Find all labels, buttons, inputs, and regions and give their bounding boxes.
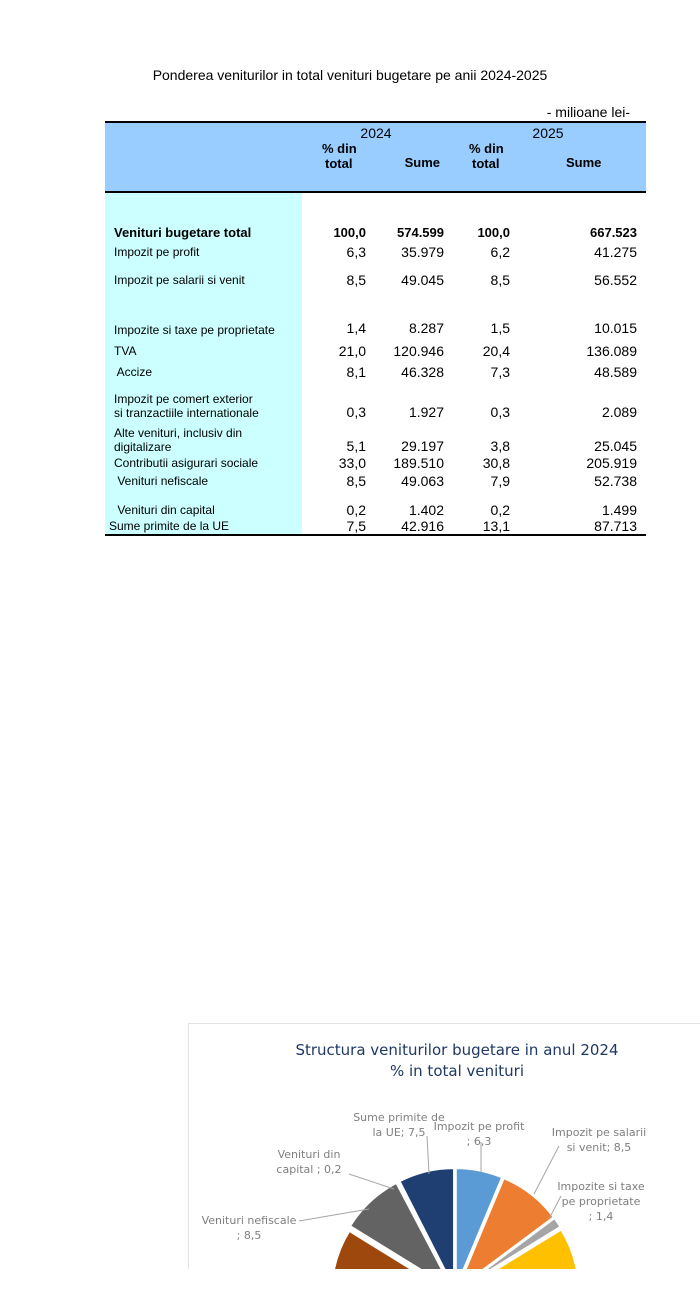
table-row: Venituri bugetare total 100,0 574.599 100,0 667.523 <box>105 222 646 242</box>
slice-label: Impozite si taxe pe proprietate ; 1,4 <box>557 1180 645 1223</box>
revenue-table <box>105 121 646 536</box>
chart-subtitle: % in total venituri <box>389 1062 525 1080</box>
header-corner <box>105 122 302 141</box>
slice-label: Venituri din capital ; 0,2 <box>276 1148 342 1176</box>
pct-header-2024: % din total <box>302 141 376 192</box>
sum-header-2024: Sume <box>376 141 450 192</box>
document-title: Ponderea veniturilor in total venituri bugetare pe anii 2024-2025 <box>152 67 548 83</box>
slice-label: Venituri nefiscale ; 8,5 <box>201 1214 297 1242</box>
table-row: Sume primite de la UE 7,5 42.916 13,1 87.713 <box>105 518 646 535</box>
pie-slices <box>331 1168 579 1269</box>
table-row: Venituri din capital 0,2 1.402 0,2 1.499 <box>105 491 646 518</box>
slice-label: Sume primite de la UE; 7,5 <box>353 1111 445 1139</box>
leader-line <box>349 1174 394 1189</box>
table-row: Impozite si taxe pe proprietate 1,4 8.287 1,5 10.015 <box>105 298 646 341</box>
units-note: - milioane lei- <box>546 104 630 120</box>
chart-title: Structura veniturilor bugetare in anul 2024 <box>295 1041 619 1059</box>
sum-header-2025: Sume <box>524 141 646 192</box>
table-row: Impozit pe comert exterior si tranzactiile internationale 0,3 1.927 0,3 2.089 <box>105 382 646 420</box>
slice-label: Impozit pe salarii si venit; 8,5 <box>551 1126 647 1154</box>
pie-chart-frame <box>188 1023 700 1269</box>
table-row: Accize 8,1 46.328 7,3 48.589 <box>105 362 646 382</box>
slice-label: Impozit pe profit ; 6,3 <box>433 1120 525 1148</box>
leader-line <box>534 1146 559 1194</box>
pie-chart <box>189 1024 700 1269</box>
table-row: Impozit pe profit 6,3 35.979 6,2 41.275 <box>105 242 646 262</box>
table-row: TVA 21,0 120.946 20,4 136.089 <box>105 341 646 362</box>
table-row: Contributii asigurari sociale 33,0 189.510 30,8 205.919 <box>105 454 646 472</box>
year-2025-header: 2025 <box>450 122 646 141</box>
table-row: Venituri nefiscale 8,5 49.063 7,9 52.738 <box>105 472 646 491</box>
table-row: Alte venituri, inclusiv din digitalizare 5,1 29.197 3,8 25.045 <box>105 420 646 454</box>
pct-header-2025: % din total <box>450 141 524 192</box>
year-2024-header: 2024 <box>302 122 450 141</box>
table-row: Impozit pe salarii si venit 8,5 49.045 8,5 56.552 <box>105 262 646 298</box>
leader-line <box>427 1136 429 1174</box>
leader-line <box>549 1196 561 1219</box>
